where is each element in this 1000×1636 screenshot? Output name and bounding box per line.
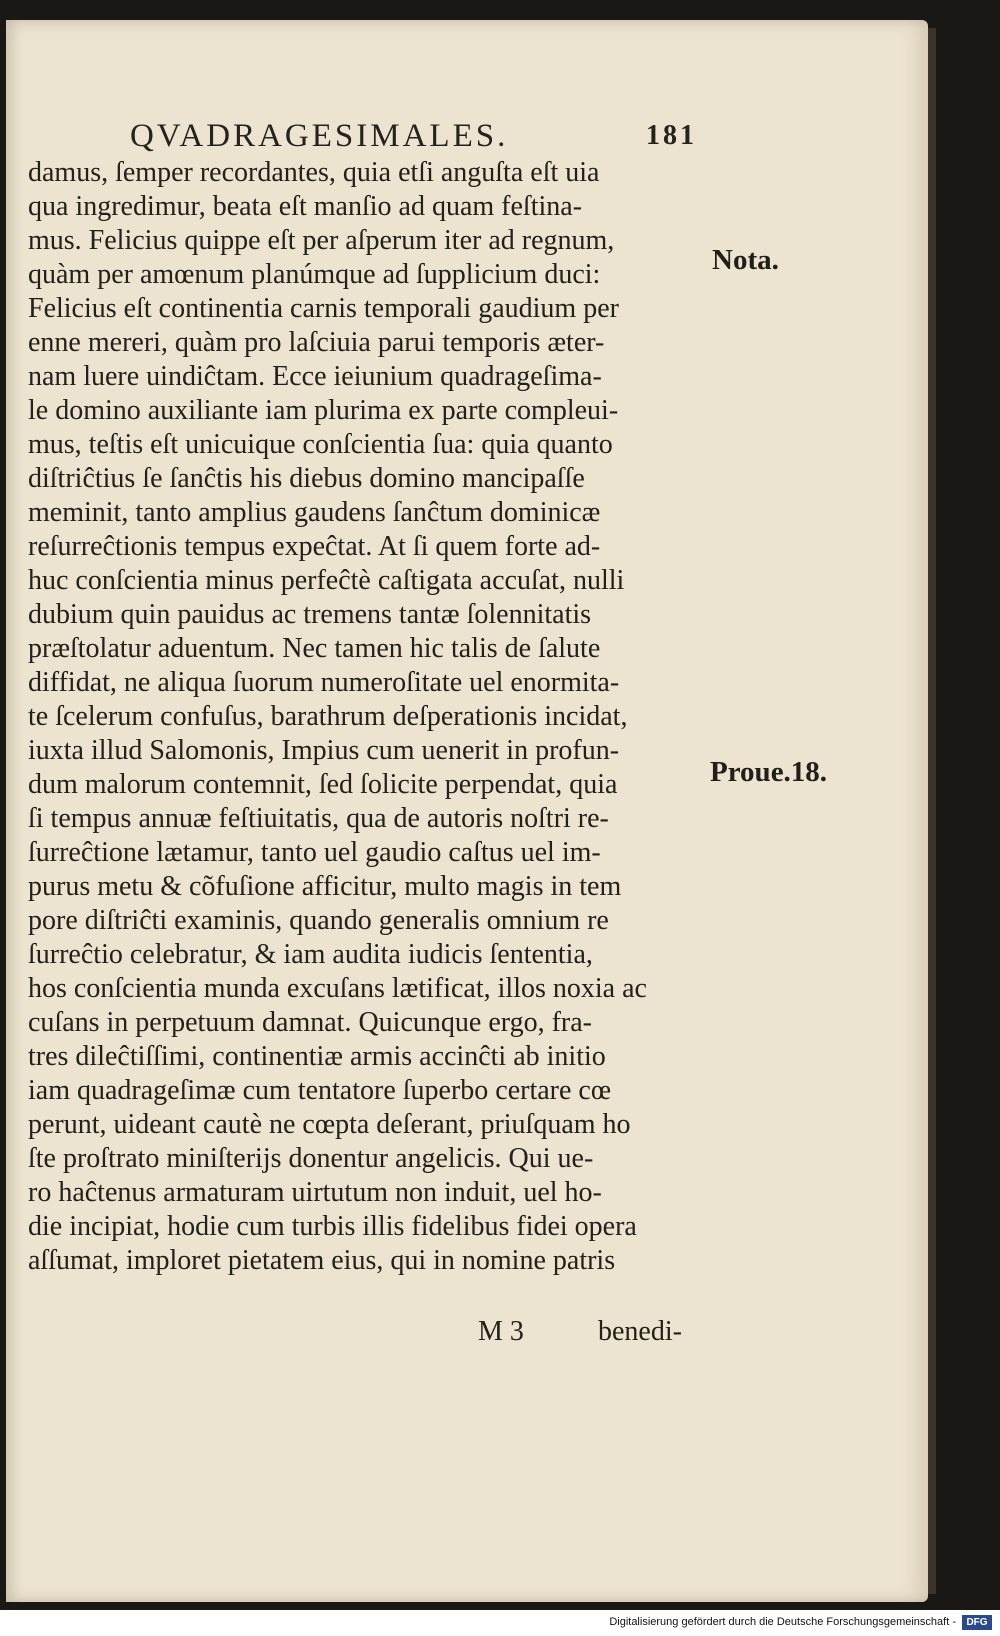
- body-text: [28, 156, 708, 1278]
- text-line: cuſans in perpetuum damnat. Quicunque ergo, fra-: [28, 1007, 592, 1038]
- page-edge: [928, 28, 936, 1594]
- text-line: diffidat, ne aliqua ſuorum numeroſitate uel enormita-: [28, 667, 620, 698]
- text-line: qua ingredimur, beata eſt manſio ad quam feſtina-: [28, 191, 583, 222]
- text-line: dum malorum contemnit, ſed ſolicite perpendat, quia: [28, 769, 618, 800]
- text-line: hos conſcientia munda excuſans lætificat, illos noxia ac: [28, 973, 647, 1004]
- text-line: reſurreĉtionis tempus expeĉtat. At ſi quem forte ad-: [28, 531, 601, 562]
- text-line: ſurreĉtione lætamur, tanto uel gaudio caſtus uel im-: [28, 837, 601, 868]
- dfg-logo: DFG: [962, 1615, 992, 1630]
- funding-credit: Digitalisierung gefördert durch die Deutsche Forschungsgemeinschaft -: [609, 1616, 956, 1628]
- catchword-row: [28, 1316, 708, 1350]
- page-number: 181: [646, 120, 697, 151]
- book-page: [6, 20, 928, 1602]
- text-line: præſtolatur aduentum. Nec tamen hic talis de ſalute: [28, 633, 601, 664]
- text-line: iam quadrageſimæ cum tentatore ſuperbo certare cœ: [28, 1075, 612, 1106]
- text-line: huc conſcientia minus perfeĉtè caſtigata accuſat, nulli: [28, 565, 625, 596]
- catchword: benedi-: [598, 1316, 682, 1347]
- text-line: aſſumat, imploret pietatem eius, qui in nomine patris: [28, 1245, 616, 1276]
- margin-note-nota: Nota.: [712, 244, 779, 276]
- text-line: purus metu & cõfuſione afficitur, multo magis in tem: [28, 871, 622, 902]
- text-line: pore diſtriĉti examinis, quando generalis omnium re: [28, 905, 609, 936]
- text-line: dubium quin pauidus ac tremens tantæ ſolennitatis: [28, 599, 592, 630]
- text-line: le domino auxiliante iam plurima ex parte compleui-: [28, 395, 619, 426]
- digitization-footer: [0, 1610, 1000, 1636]
- text-line: ſi tempus annuæ feſtiuitatis, qua de autoris noſtri re-: [28, 803, 609, 834]
- text-line: diſtriĉtius ſe ſanĉtis his diebus domino mancipaſſe: [28, 463, 585, 494]
- text-line: nam luere uindiĉtam. Ecce ieiunium quadrageſima-: [28, 361, 602, 392]
- text-line: perunt, uideant cautè ne cœpta deſerant, priuſquam ho: [28, 1109, 631, 1140]
- text-line: iuxta illud Salomonis, Impius cum uenerit in profun-: [28, 735, 620, 766]
- text-line: ro haĉtenus armaturam uirtutum non induit, uel ho-: [28, 1177, 602, 1208]
- text-line: Felicius eſt continentia carnis temporali gaudium per: [28, 293, 619, 324]
- text-line: die incipiat, hodie cum turbis illis fidelibus fidei opera: [28, 1211, 637, 1242]
- text-line: quàm per amœnum planúmque ad ſupplicium duci:: [28, 259, 601, 290]
- text-line: meminit, tanto amplius gaudens ſanĉtum dominicæ: [28, 497, 601, 528]
- text-line: damus, ſemper recordantes, quia etſi anguſta eſt uia: [28, 157, 600, 188]
- text-line: mus, teſtis eſt unicuique conſcientia ſua: quia quanto: [28, 429, 613, 460]
- text-line: tres dileĉtiſſimi, continentiæ armis accinĉti ab initio: [28, 1041, 606, 1072]
- text-line: te ſcelerum confuſus, barathrum deſperationis incidat,: [28, 701, 628, 732]
- signature-mark: M 3: [478, 1316, 524, 1347]
- margin-note-proverbs: Proue.18.: [710, 756, 828, 788]
- text-line: mus. Felicius quippe eſt per aſperum iter ad regnum,: [28, 225, 615, 256]
- text-line: ſte proſtrato miniſterijs donentur angelicis. Qui ue-: [28, 1143, 594, 1174]
- running-title: QVADRAGESIMALES.: [130, 118, 509, 154]
- text-line: enne mereri, quàm pro laſciuia parui temporis æter-: [28, 327, 605, 358]
- text-line: ſurreĉtio celebratur, & iam audita iudicis ſententia,: [28, 939, 593, 970]
